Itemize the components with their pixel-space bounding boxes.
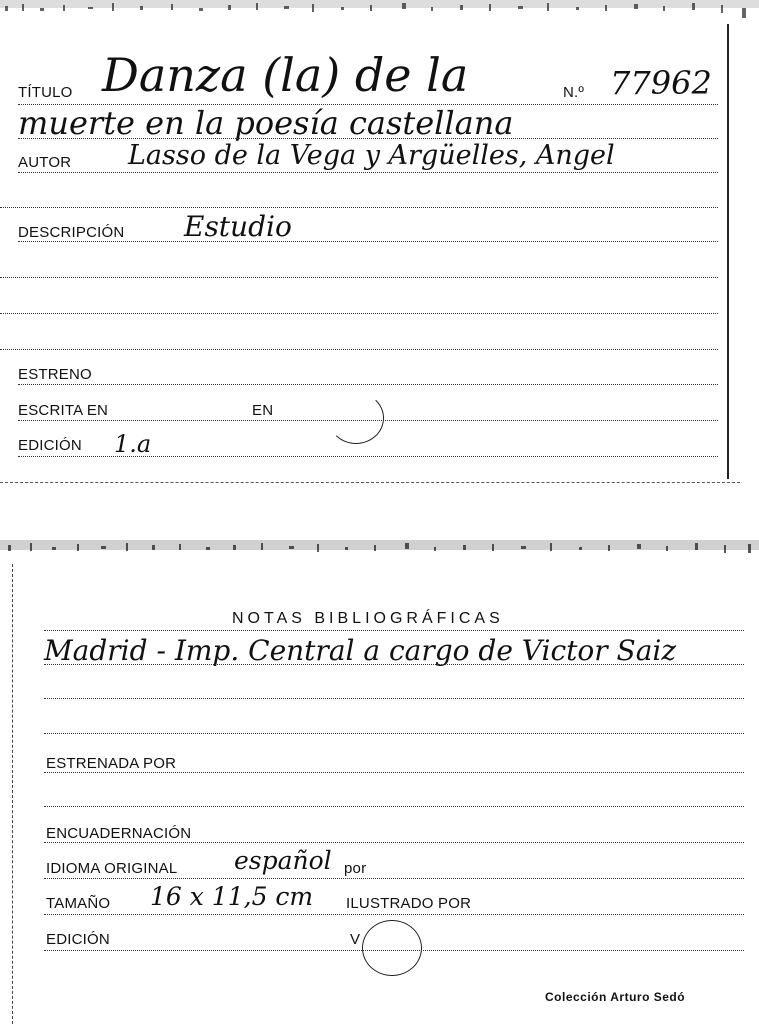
card-right-edge — [727, 24, 729, 479]
catalog-card-back — [0, 540, 759, 1028]
card-left-edge — [12, 564, 13, 1024]
v-label: V — [350, 931, 361, 948]
idioma-value: español — [234, 846, 332, 875]
notas-bibliograficas-title: NOTAS BIBLIOGRÁFICAS — [232, 610, 504, 627]
escrita-en-label: ESCRITA EN — [18, 402, 109, 419]
rule — [44, 806, 744, 807]
encuadernacion-label: ENCUADERNACIÓN — [46, 825, 192, 842]
tamano-label: TAMAÑO — [46, 895, 111, 912]
rule — [18, 172, 718, 173]
rule — [0, 277, 718, 278]
collection-credit: Colección Arturo Sedó — [545, 990, 686, 1004]
rule — [44, 914, 744, 915]
punch-hole — [362, 920, 422, 976]
en-label: EN — [252, 402, 274, 419]
rule — [44, 630, 744, 631]
rule — [18, 241, 718, 242]
titulo-value-line1: Danza (la) de la — [102, 48, 469, 102]
edicion-label: EDICIÓN — [18, 437, 82, 454]
scanned-edge-texture — [0, 540, 759, 562]
rule — [18, 456, 718, 457]
rule — [0, 349, 718, 350]
rule — [44, 878, 744, 879]
autor-label: AUTOR — [18, 154, 72, 171]
numero-value: 77962 — [610, 64, 712, 102]
autor-value: Lasso de la Vega y Argüelles, Angel — [128, 140, 615, 171]
punch-hole-mark — [328, 392, 384, 444]
rule — [44, 842, 744, 843]
ilustrado-por-label: ILUSTRADO POR — [346, 895, 472, 912]
numero-label: N.º — [563, 84, 585, 101]
rule — [44, 950, 744, 951]
estreno-label: ESTRENO — [18, 366, 92, 383]
rule — [18, 384, 718, 385]
titulo-label: TÍTULO — [18, 84, 73, 101]
tamano-value: 16 x 11,5 cm — [150, 882, 314, 911]
rule — [18, 420, 718, 421]
rule — [0, 313, 718, 314]
edicion-value: 1.a — [114, 430, 152, 458]
card-cut-edge — [0, 482, 740, 483]
estrenada-por-label: ESTRENADA POR — [46, 755, 177, 772]
rule — [44, 772, 744, 773]
titulo-value-line2: muerte en la poesía castellana — [18, 104, 514, 142]
descripcion-label: DESCRIPCIÓN — [18, 224, 125, 241]
scanned-edge-texture — [0, 0, 759, 22]
rule — [44, 698, 744, 699]
rule — [0, 207, 718, 208]
notas-value: Madrid - Imp. Central a cargo de Victor Saiz — [44, 634, 677, 667]
rule — [44, 733, 744, 734]
idioma-original-label: IDIOMA ORIGINAL — [46, 860, 178, 877]
rule — [44, 664, 744, 665]
edicion-label-back: EDICIÓN — [46, 931, 110, 948]
descripcion-value: Estudio — [184, 210, 292, 243]
catalog-card-front — [0, 0, 759, 492]
por-label: por — [344, 860, 367, 877]
rule — [18, 138, 718, 139]
